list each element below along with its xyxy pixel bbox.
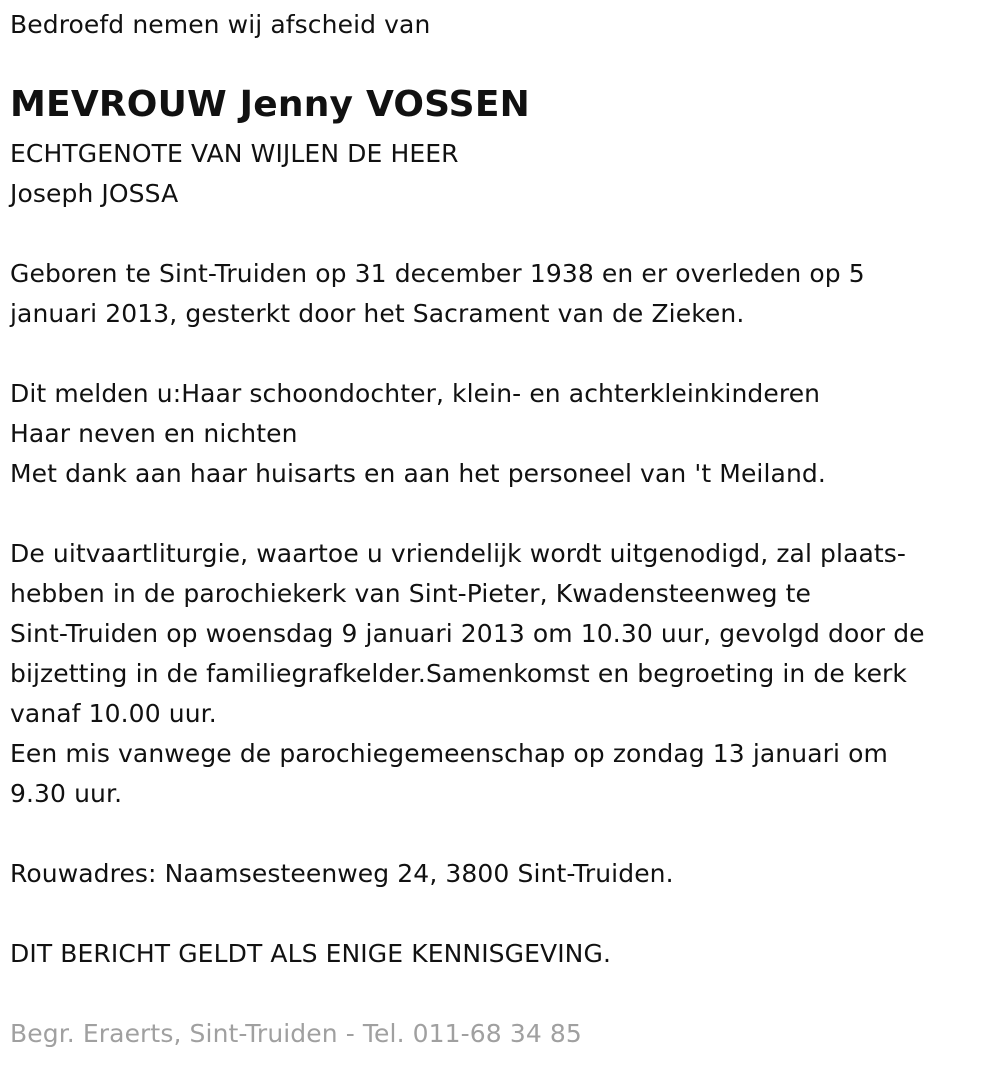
liturgy-line: Sint-Truiden op woensdag 9 januari 2013 om 10.30 uur, gevolgd door de	[10, 619, 925, 648]
liturgy-line: 9.30 uur.	[10, 779, 123, 808]
intro-text: Bedroefd nemen wij afscheid van	[10, 10, 431, 39]
relation-text: ECHTGENOTE VAN WIJLEN DE HEER	[10, 139, 459, 168]
deceased-name: MEVROUW Jenny VOSSEN	[10, 84, 530, 125]
liturgy-line: vanaf 10.00 uur.	[10, 699, 217, 728]
birth-death-line: januari 2013, gesterkt door het Sacrament van de Zieken.	[10, 299, 745, 328]
birth-death-line: Geboren te Sint-Truiden op 31 december 1938 en er overleden op 5	[10, 259, 865, 288]
spouse-name: Joseph JOSSA	[10, 179, 179, 208]
liturgy-line: bijzetting in de familiegrafkelder.Samenkomst en begroeting in de kerk	[10, 659, 908, 688]
funeral-director-footer: Begr. Eraerts, Sint-Truiden - Tel. 011-68 34 85	[10, 1019, 582, 1048]
liturgy-line: hebben in de parochiekerk van Sint-Pieter, Kwadensteenweg te	[10, 579, 811, 608]
liturgy-line: Een mis vanwege de parochiegemeenschap op zondag 13 januari om	[10, 739, 888, 768]
announcement-line: Met dank aan haar huisarts en aan het personeel van 't Meiland.	[10, 459, 826, 488]
notice-text: DIT BERICHT GELDT ALS ENIGE KENNISGEVING.	[10, 939, 611, 968]
announcement-line: Haar neven en nichten	[10, 419, 298, 448]
announcement-line: Dit melden u:Haar schoondochter, klein- en achterkleinkinderen	[10, 379, 821, 408]
liturgy-line: De uitvaartliturgie, waartoe u vriendelijk wordt uitgenodigd, zal plaats-	[10, 539, 907, 568]
address-text: Rouwadres: Naamsesteenweg 24, 3800 Sint-Truiden.	[10, 859, 674, 888]
